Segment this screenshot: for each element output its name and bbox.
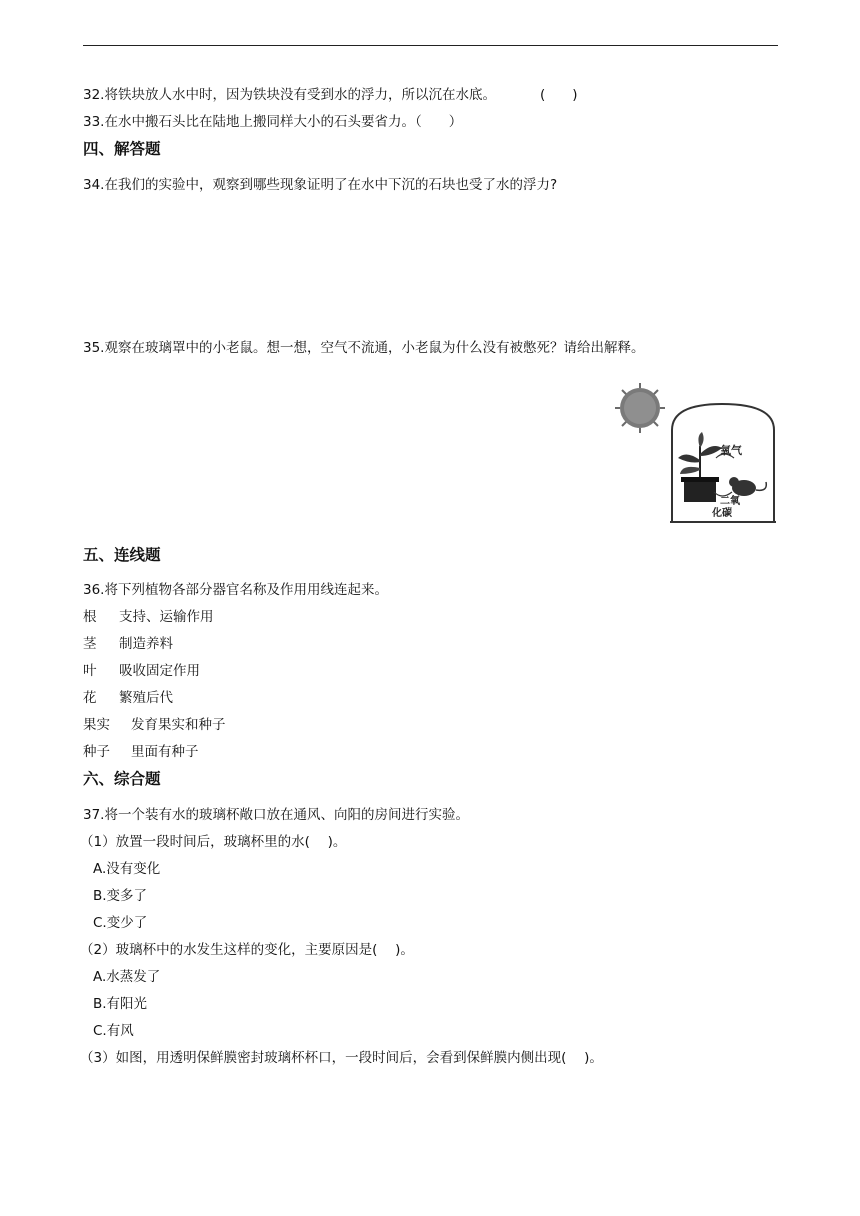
match-term: 茎 [83, 636, 97, 652]
question-35: 35.观察在玻璃罩中的小老鼠。想一想，空气不流通，小老鼠为什么没有被憋死？请给出解释。 [83, 340, 645, 356]
match-row [83, 743, 199, 761]
option-item: C.变少了 [93, 915, 148, 931]
match-term: 果实 [83, 717, 110, 733]
option-item: A.没有变化 [93, 861, 161, 877]
question-37-sub1: （1）放置一段时间后，玻璃杯里的水( )。 [80, 834, 347, 850]
mouse-icon [729, 477, 766, 496]
match-desc: 支持、运输作用 [119, 609, 214, 625]
match-desc: 繁殖后代 [119, 690, 173, 706]
option-item: B.有阳光 [93, 996, 148, 1012]
question-37-sub2: （2）玻璃杯中的水发生这样的变化，主要原因是( )。 [80, 942, 414, 958]
match-term: 花 [83, 690, 97, 706]
match-desc: 吸收固定作用 [119, 663, 200, 679]
question-32-text: 32.将铁块放人水中时，因为铁块没有受到水的浮力，所以沉在水底。 [83, 87, 496, 103]
match-term: 叶 [83, 663, 97, 679]
match-row [83, 689, 173, 707]
option-item: C.有风 [93, 1023, 134, 1039]
section-heading-4: 四、解答题 [83, 140, 161, 158]
option-item: B.变多了 [93, 888, 148, 904]
section-heading-5: 五、连线题 [83, 546, 161, 564]
bell-jar-figure [612, 380, 782, 528]
match-desc: 发育果实和种子 [131, 717, 226, 733]
option-item: A.水蒸发了 [93, 969, 161, 985]
bell-jar-illustration [612, 380, 782, 528]
section-heading-6: 六、综合题 [83, 770, 161, 788]
question-36: 36.将下列植物各部分器官名称及作用用线连起来。 [83, 582, 388, 598]
match-row [83, 662, 200, 680]
match-row [83, 608, 214, 626]
co2-label-line2: 化碳 [712, 508, 732, 519]
match-row [83, 635, 173, 653]
co2-label-line1: 二氧 [720, 496, 740, 507]
oxygen-label: 氧气 [720, 445, 742, 457]
question-33: 33.在水中搬石头比在陆地上搬同样大小的石头要省力。（ ） [83, 114, 463, 130]
question-32-blank: ( ) [539, 87, 578, 103]
question-37: 37.将一个装有水的玻璃杯敞口放在通风、向阳的房间进行实验。 [83, 807, 469, 823]
plant-pot-icon [678, 432, 722, 502]
header-rule [83, 45, 778, 46]
match-desc: 制造养料 [119, 636, 173, 652]
match-row [83, 716, 226, 734]
question-32 [83, 86, 578, 104]
match-term: 种子 [83, 744, 110, 760]
question-37-sub3: （3）如图，用透明保鲜膜密封玻璃杯杯口，一段时间后，会看到保鲜膜内侧出现( )。 [80, 1050, 603, 1066]
question-34: 34.在我们的实验中，观察到哪些现象证明了在水中下沉的石块也受了水的浮力? [83, 177, 558, 193]
sun-icon [615, 383, 665, 433]
match-term: 根 [83, 609, 97, 625]
match-desc: 里面有种子 [131, 744, 199, 760]
